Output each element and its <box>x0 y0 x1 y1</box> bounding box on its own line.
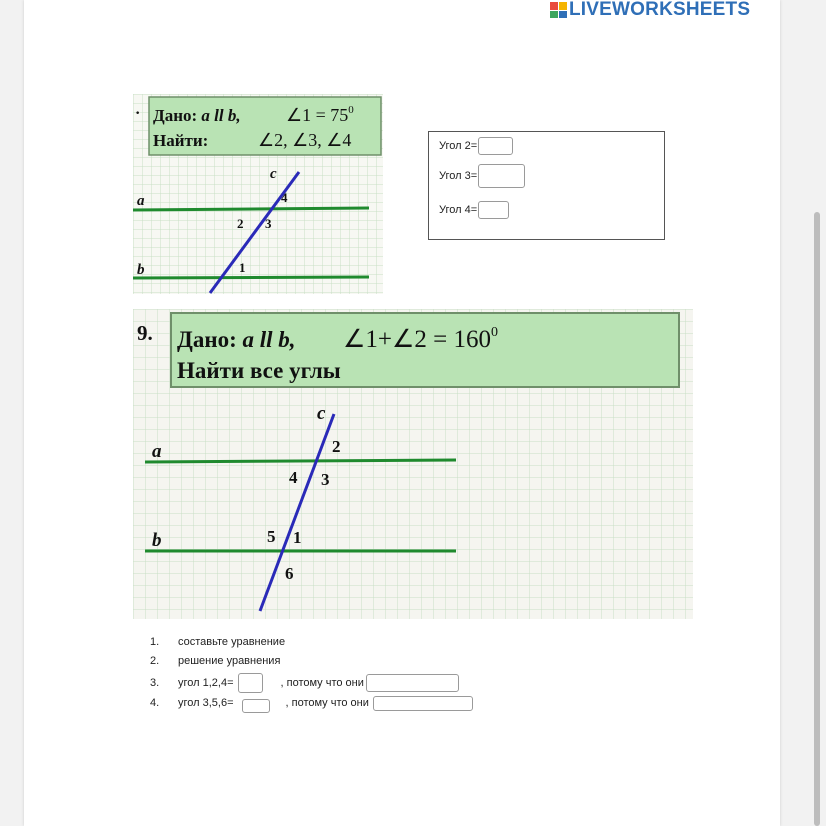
answers1-box <box>428 131 665 240</box>
step-number: 2. <box>150 655 160 667</box>
answer-row-angle3 <box>439 164 525 188</box>
bullet-dot: · <box>135 105 141 122</box>
angles-356-input[interactable] <box>242 699 270 713</box>
problem1-find-angles: ∠2, ∠3, ∠4 <box>258 130 352 150</box>
angle3-input[interactable] <box>478 164 525 188</box>
step-text: угол 1,2,4= <box>178 677 234 689</box>
angle-3-label: 3 <box>265 216 272 231</box>
step-4 <box>150 693 473 713</box>
step-suffix: , потому что они <box>280 677 364 689</box>
problem2-figure <box>133 309 693 619</box>
problem1-given-angle: ∠1 = $75^0$ <box>286 104 354 125</box>
logo-icon <box>550 2 567 18</box>
step-number: 3. <box>150 677 160 689</box>
reason-124-input[interactable] <box>366 674 459 692</box>
step-2 <box>150 655 280 667</box>
angle-2-label: 2 <box>237 216 244 231</box>
angle-4-label: 4 <box>281 190 288 205</box>
problem1-given: Дано: a ll b, <box>153 106 241 125</box>
answer-row-angle2 <box>439 137 513 155</box>
problem2-drawing <box>133 309 693 619</box>
line-a-2 <box>145 460 456 462</box>
answer-row-angle4 <box>439 201 509 219</box>
angle2-input[interactable] <box>478 137 513 155</box>
angle-4-label-2: 4 <box>289 468 298 487</box>
label-c-2: c <box>317 403 326 424</box>
label-a-2: a <box>152 441 162 462</box>
step-text: угол 3,5,6= <box>178 697 234 709</box>
reason-356-input[interactable] <box>373 696 473 711</box>
problem1-drawing <box>133 94 383 294</box>
step-1 <box>150 636 285 648</box>
problem2-given-angles: ∠1+∠2 = $160^0$ <box>343 325 499 353</box>
step-suffix: , потому что они <box>285 697 369 709</box>
problem2-number: 9. <box>137 321 153 345</box>
label-c: c <box>270 166 277 182</box>
angle-1-label-2: 1 <box>293 528 302 547</box>
label-b: b <box>137 262 145 278</box>
liveworksheets-logo[interactable] <box>550 0 750 20</box>
step-number: 1. <box>150 636 160 648</box>
angle-1-label: 1 <box>239 260 246 275</box>
problem1-find-label: Найти: <box>153 131 209 150</box>
angle-6-label-2: 6 <box>285 564 294 583</box>
logo-text: LIVEWORKSHEETS <box>569 0 751 20</box>
problem2-find: Найти все углы <box>177 358 341 383</box>
angle2-label: Угол 2= <box>439 140 478 152</box>
step-text: составьте уравнение <box>178 636 286 648</box>
problem2-given: Дано: a ll b, <box>177 327 296 352</box>
angle-2-label-2: 2 <box>332 437 341 456</box>
scrollbar-thumb[interactable] <box>814 212 820 826</box>
label-a: a <box>137 193 145 209</box>
angle4-input[interactable] <box>478 201 509 219</box>
line-a <box>133 208 369 210</box>
angle-3-label-2: 3 <box>321 470 330 489</box>
problem1-figure <box>133 94 383 294</box>
step-text: решение уравнения <box>178 655 281 667</box>
angle4-label: Угол 4= <box>439 204 478 216</box>
angle3-label: Угол 3= <box>439 170 478 182</box>
label-b-2: b <box>152 530 162 551</box>
line-b <box>133 277 369 278</box>
angle-5-label-2: 5 <box>267 527 276 546</box>
angles-124-input[interactable] <box>238 673 263 693</box>
step-number: 4. <box>150 697 160 709</box>
step-3 <box>150 673 459 693</box>
